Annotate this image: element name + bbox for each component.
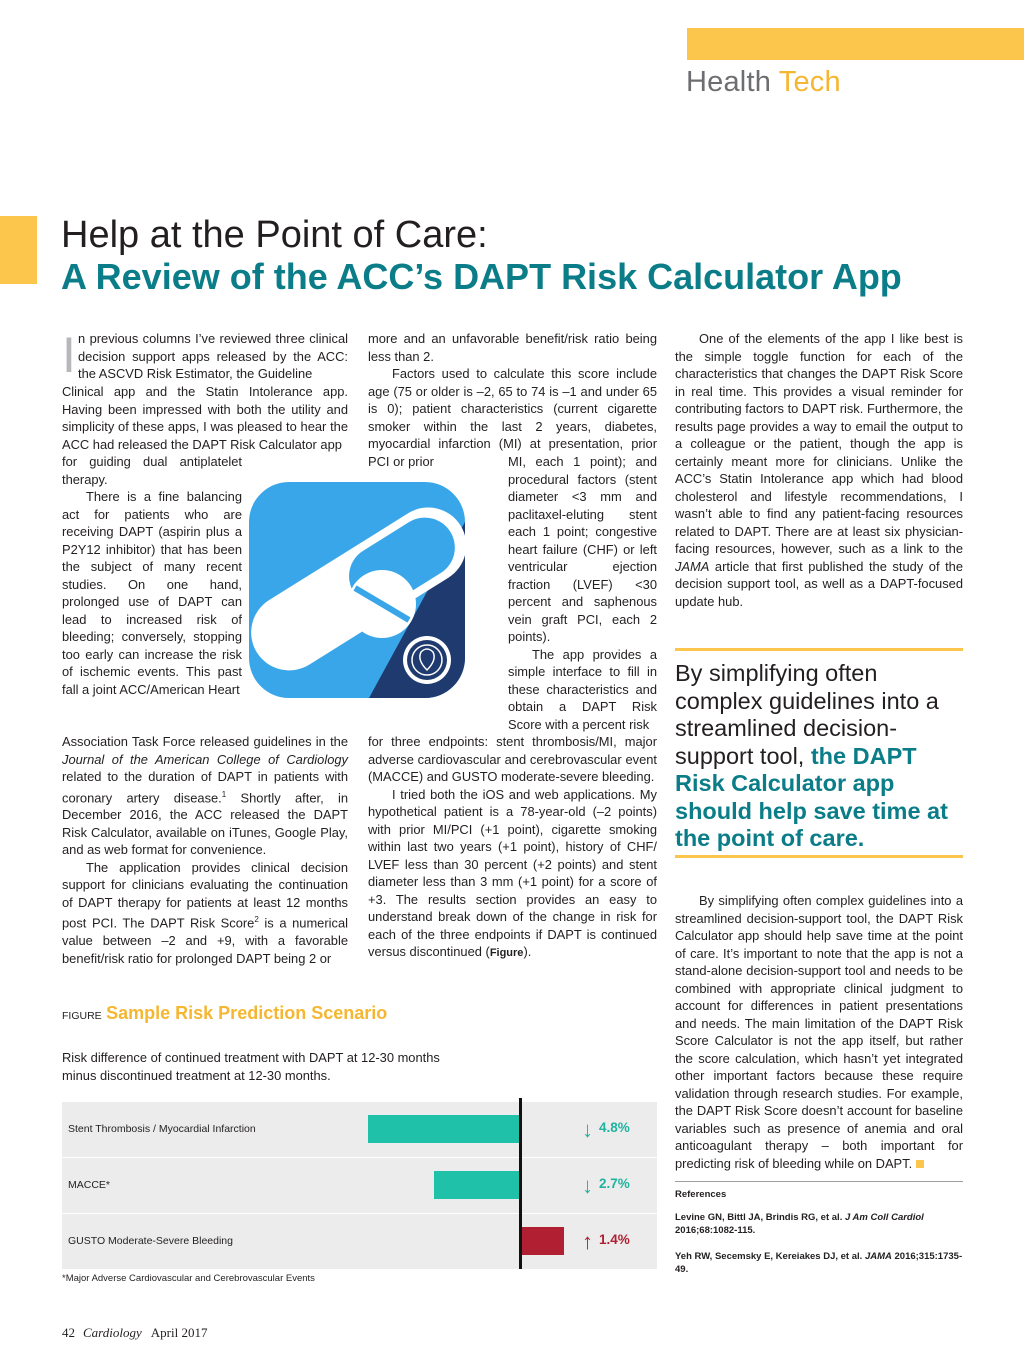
chart-category-label: MACCE* [68, 1179, 111, 1191]
body-paragraph: Association Task Force released guidelines in the Journal of the American College of Cardiology related to the duration of DAPT in patients with coronary artery disease.$^1$ Shortly after, in December 2016, the ACC released the DAPT Risk Calculator, available on iTunes, Google Play, and as web format for convenience. [62, 734, 349, 858]
reference-item: Yeh RW, Secemsky E, Kereiakes DJ, et al. JAMA 2016;315:1735-49. [675, 1251, 963, 1275]
dapt-app-icon [249, 482, 465, 698]
figure-footnote: *Major Adverse Cardiovascular and Cerebrovascular Events [62, 1273, 315, 1284]
reference-item: Levine GN, Bittl JA, Brindis RG, et al. J Am Coll Cardiol 2016;68:1082-115. [675, 1212, 924, 1236]
chart-value-label: 1.4% [599, 1232, 630, 1247]
magazine-name: Cardiology [83, 1325, 142, 1340]
body-paragraph: Clinical app and the Statin Intolerance app. Having been impressed with both the utility and simplicity of these apps, I was pleased to hear the ACC had released the DAPT Risk Calculator app [62, 384, 348, 452]
headline: Help at the Point of Care: [61, 214, 488, 256]
body-paragraph: for three endpoints: stent thrombosis/MI, major adverse cardiovascular and cerebrovascular event (MACCE) and GUSTO moderate-severe bleeding. [368, 734, 657, 784]
body-paragraph: The app provides a simple interface to fill in these characteristics and obtain a DAPT Risk Score with a percent risk [508, 646, 657, 732]
body-paragraph: One of the elements of the app I like best is the simple toggle function for each of the characteristics that changes the DAPT Risk Score in real time. This provides a visual reminder for contributing factors to DAPT risk. Furthermore, the results page provides a way to email the output to a colleague or the patient, though the app is certainly meant more for clinicians. Unlike the ACC’s Statin Intolerance app which had blood cholesterol and lifestyle recommendations, I wasn’t able to find any patient-facing resources related to DAPT. There are at least six physician-facing resources, however, such as a link to the JAMA article that first published the study of the decision support tool, as well as a DAPT-focused update hub. [675, 331, 963, 609]
chart-zero-axis [519, 1098, 522, 1269]
chart-category-label: Stent Thrombosis / Myocardial Infarction [68, 1123, 256, 1135]
chart-value-label: 4.8% [599, 1120, 630, 1135]
references-heading: References [675, 1189, 727, 1200]
chart-bar [520, 1227, 564, 1255]
body-paragraph: n previous columns I’ve reviewed three clinical decision support apps released by the ACC: the ASCVD Risk Estimator, the Guideline [78, 331, 348, 381]
chart-row [62, 1158, 657, 1213]
arrow-down-icon: ↓ [582, 1117, 593, 1142]
arrow-down-icon: ↓ [582, 1173, 593, 1198]
references-divider [675, 1181, 963, 1182]
chart-bar [434, 1171, 520, 1199]
chart-bar [368, 1115, 520, 1143]
page-number: 42 [62, 1325, 75, 1340]
arrow-up-icon: ↑ [582, 1229, 593, 1254]
title-accent-bar [0, 216, 37, 284]
body-paragraph: I tried both the iOS and web applications. My hypothetical patient is a 78-year-old (–2 points) with prior MI/PCI (+1 point), cigarette smoking within last two years (+1 point), history of CHF/ LVEF less than 30 percent (+2 points) and stent diameter less than 3 mm (+1 point) for a score of +3. The results section provides an easy to understand break down of the change in risk for each of the three endpoints if DAPT is continued versus discontinued (Figure). [368, 786, 657, 959]
body-paragraph: By simplifying often complex guidelines into a streamlined decision-support tool, the DAPT Risk Calculator app should help save time at the point of care. It’s important to note that the app is not a stand-alone decision-support tool and needs to be combined with appropriate clinical judgment to account for differences in patient presentations and needs. The main limitation of the DAPT Risk Score Calculator is not the app itself, but rather the score calculation, which hasn’t yet integrated other important factors because these require validation through research studies. For example, the DAPT Risk Score doesn’t account for baseline variables such as presence of anemia and oral anticoagulant therapy – both important for predicting risk of bleeding while on DAPT. [675, 893, 963, 1171]
body-paragraph: MI, each 1 point); and procedural factors (stent diameter <3 mm and paclitaxel-eluting stent each 1 point; congestive heart failure (CHF) or left ventricular ejection fraction (LVEF) <30 percent and saphenous vein graft PCI, each 2 points). [508, 454, 657, 644]
page-footer [62, 1325, 207, 1341]
body-paragraph: There is a fine balancing act for patients who are receiving DAPT (aspirin plus a P2Y12 inhibitor) that has been the subject of many recent studies. On one hand, prolonged use of DAPT can lead to increased risk of bleeding; conversely, stopping too early can increase the risk of ischemic events. This past fall a joint ACC/American Heart [62, 489, 242, 697]
issue-date: April 2017 [150, 1325, 208, 1340]
section-label: Health Tech [686, 66, 841, 98]
figure-description: Risk difference of continued treatment with DAPT at 12-30 months minus discontinued treatment at 12-30 months. [62, 1050, 440, 1083]
body-paragraph: Factors used to calculate this score include age (75 or older is –2, 65 to 74 is –1 and under 65 is 0); patient characteristics (current cigarette smoker within the last 2 years, diabetes, myocardial infarction (MI) at presentation, prior PCI or prior [368, 366, 657, 469]
end-mark-icon [916, 1160, 924, 1168]
header-accent-bar [687, 28, 1024, 60]
figure-heading: FIGURE Sample Risk Prediction Scenario [62, 1003, 388, 1023]
body-paragraph: for guiding dual antiplatelet therapy. [62, 454, 242, 487]
drop-cap: I [62, 327, 76, 383]
subheadline: A Review of the ACC’s DAPT Risk Calculator App [61, 256, 902, 297]
body-paragraph: The application provides clinical decision support for clinicians evaluating the continuation of DAPT therapy for patients at least 12 months post PCI. The DAPT Risk Score$^2$ is a numerical value between –2 and +9, with a favorable benefit/risk ratio for prolonged DAPT being 2 or [62, 859, 348, 966]
pull-quote-rule-top [675, 648, 963, 651]
pull-quote-rule-bottom [675, 855, 963, 858]
body-paragraph: more and an unfavorable benefit/risk ratio being less than 2. [368, 331, 657, 364]
chart-category-label: GUSTO Moderate-Severe Bleeding [68, 1235, 233, 1247]
chart-value-label: 2.7% [599, 1176, 630, 1191]
pull-quote: By simplifying often complex guidelines into a streamlined decision-support tool, the DAPT Risk Calculator app should help save time at the point of care. [675, 660, 948, 851]
